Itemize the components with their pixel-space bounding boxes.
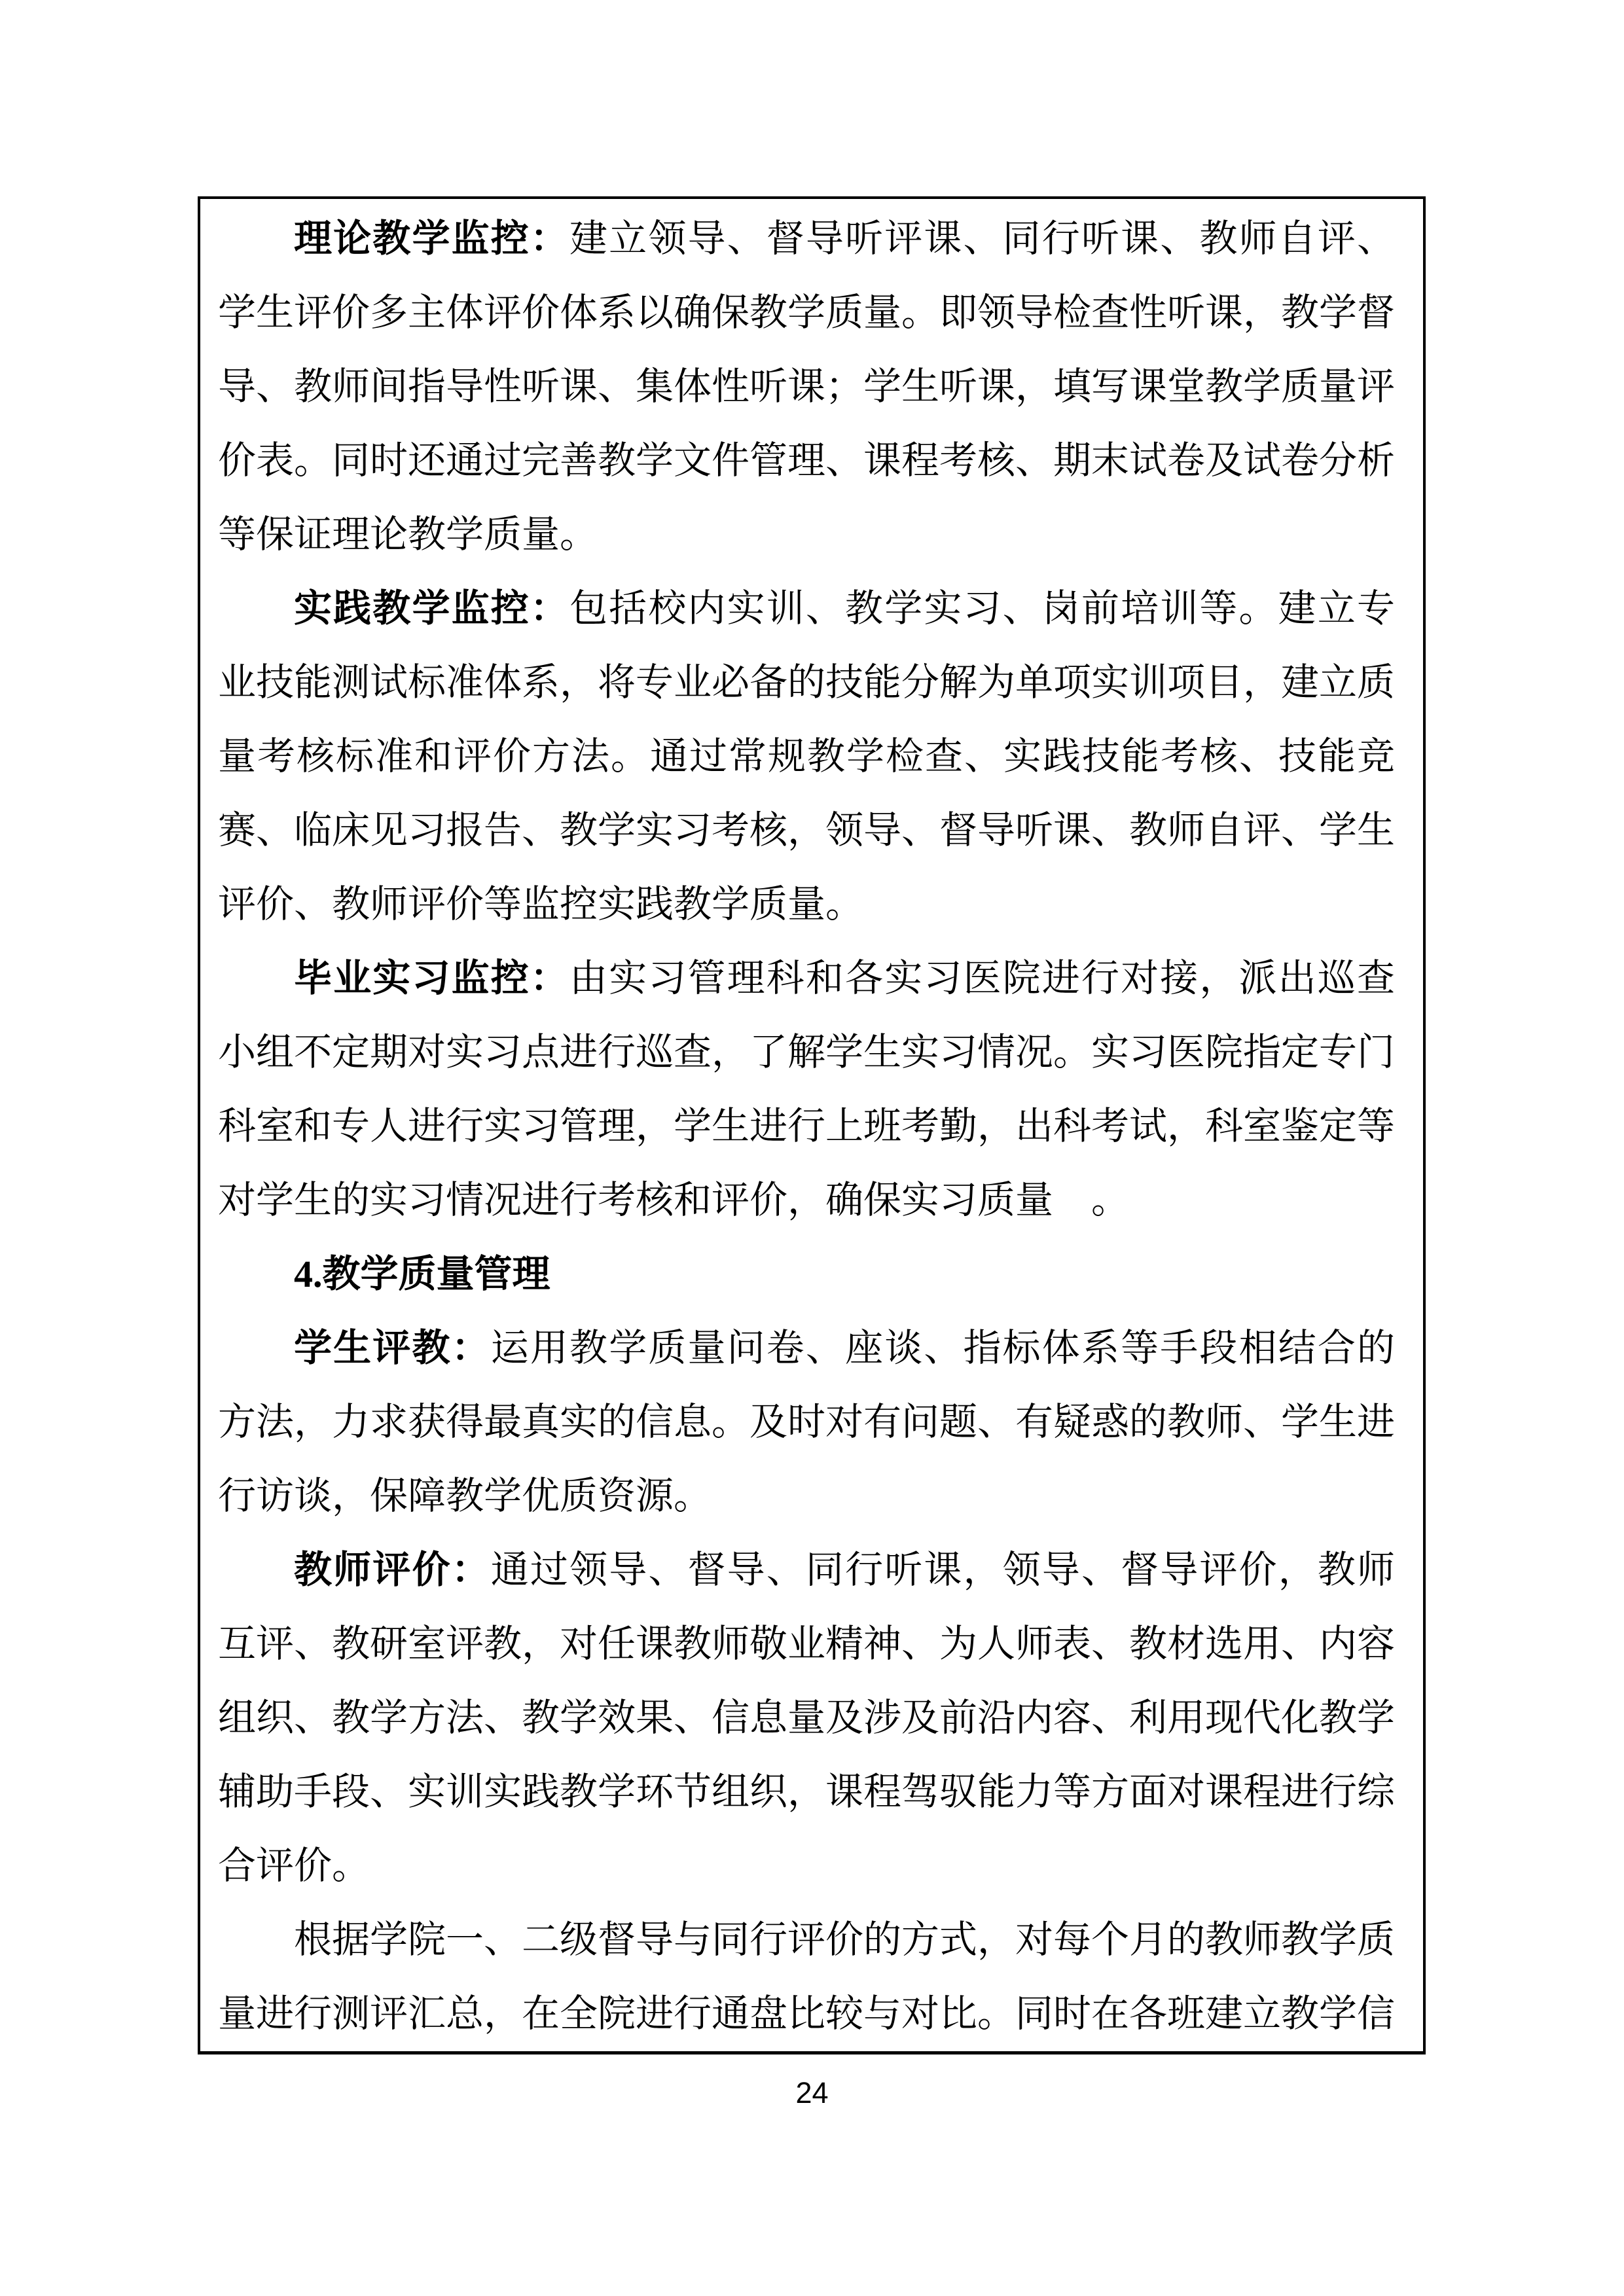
paragraph-lead: 理论教学监控： xyxy=(294,217,570,260)
paragraph-practice-teaching-monitoring xyxy=(218,571,1395,941)
paragraph-text: 由实习管理科和各实习医院进行对接，派出巡查小组不定期对实习点进行巡查，了解学生实习情况。实习医院指定专门科室和专人进行实习管理，学生进行上班考勤，出科考试，科室鉴定等对学生的实习情况进行考核和评价，确保实习质量 。 xyxy=(218,957,1396,1221)
paragraph-student-evaluation xyxy=(218,1311,1395,1533)
paragraph-graduation-internship-monitoring xyxy=(218,941,1395,1237)
paragraph-lead: 实践教学监控： xyxy=(294,587,570,630)
paragraph-text: 包括校内实训、教学实习、岗前培训等。建立专业技能测试标准体系，将专业必备的技能分解为单项实训项目，建立质量考核标准和评价方法。通过常规教学检查、实践技能考核、技能竞赛、临床见习报告、教学实习考核，领导、督导听课、教师自评、学生评价、教师评价等监控实践教学质量。 xyxy=(218,587,1396,925)
paragraph-teacher-evaluation xyxy=(218,1533,1395,1903)
paragraph-text: 建立领导、督导听评课、同行听课、教师自评、学生评价多主体评价体系以确保教学质量。即领导检查性听课，教学督导、教师间指导性听课、集体性听课；学生听课，填写课堂教学质量评价表。同时还通过完善教学文件管理、课程考核、期末试卷及试卷分析等保证理论教学质量。 xyxy=(218,217,1396,556)
paragraph-lead: 学生评教： xyxy=(294,1327,491,1369)
paragraph-lead: 毕业实习监控： xyxy=(294,957,570,999)
paragraph-lead: 教师评价： xyxy=(294,1549,491,1591)
paragraph-text: 运用教学质量问卷、座谈、指标体系等手段相结合的方法，力求获得最真实的信息。及时对有问题、有疑惑的教师、学生进行访谈，保障教学优质资源。 xyxy=(218,1327,1396,1517)
paragraph-text: 根据学院一、二级督导与同行评价的方式，对每个月的教师教学质量进行测评汇总，在全院进行通盘比较与对比。同时在各班建立教学信 xyxy=(218,1918,1396,2035)
page-number: 24 xyxy=(795,2076,829,2109)
heading-text: 4.教学质量管理 xyxy=(294,1253,550,1295)
paragraph-theory-teaching-monitoring xyxy=(218,202,1395,571)
paragraph-monthly-evaluation-summary xyxy=(218,1903,1395,2051)
paragraph-text: 通过领导、督导、同行听课，领导、督导评价，教师互评、教研室评教，对任课教师敬业精神、为人师表、教材选用、内容组织、教学方法、教学效果、信息量及涉及前沿内容、利用现代化教学辅助手段、实训实践教学环节组织，课程驾驭能力等方面对课程进行综合评价。 xyxy=(218,1549,1396,1887)
heading-teaching-quality-management xyxy=(218,1237,1395,1311)
bordered-text-cell xyxy=(198,196,1426,2054)
